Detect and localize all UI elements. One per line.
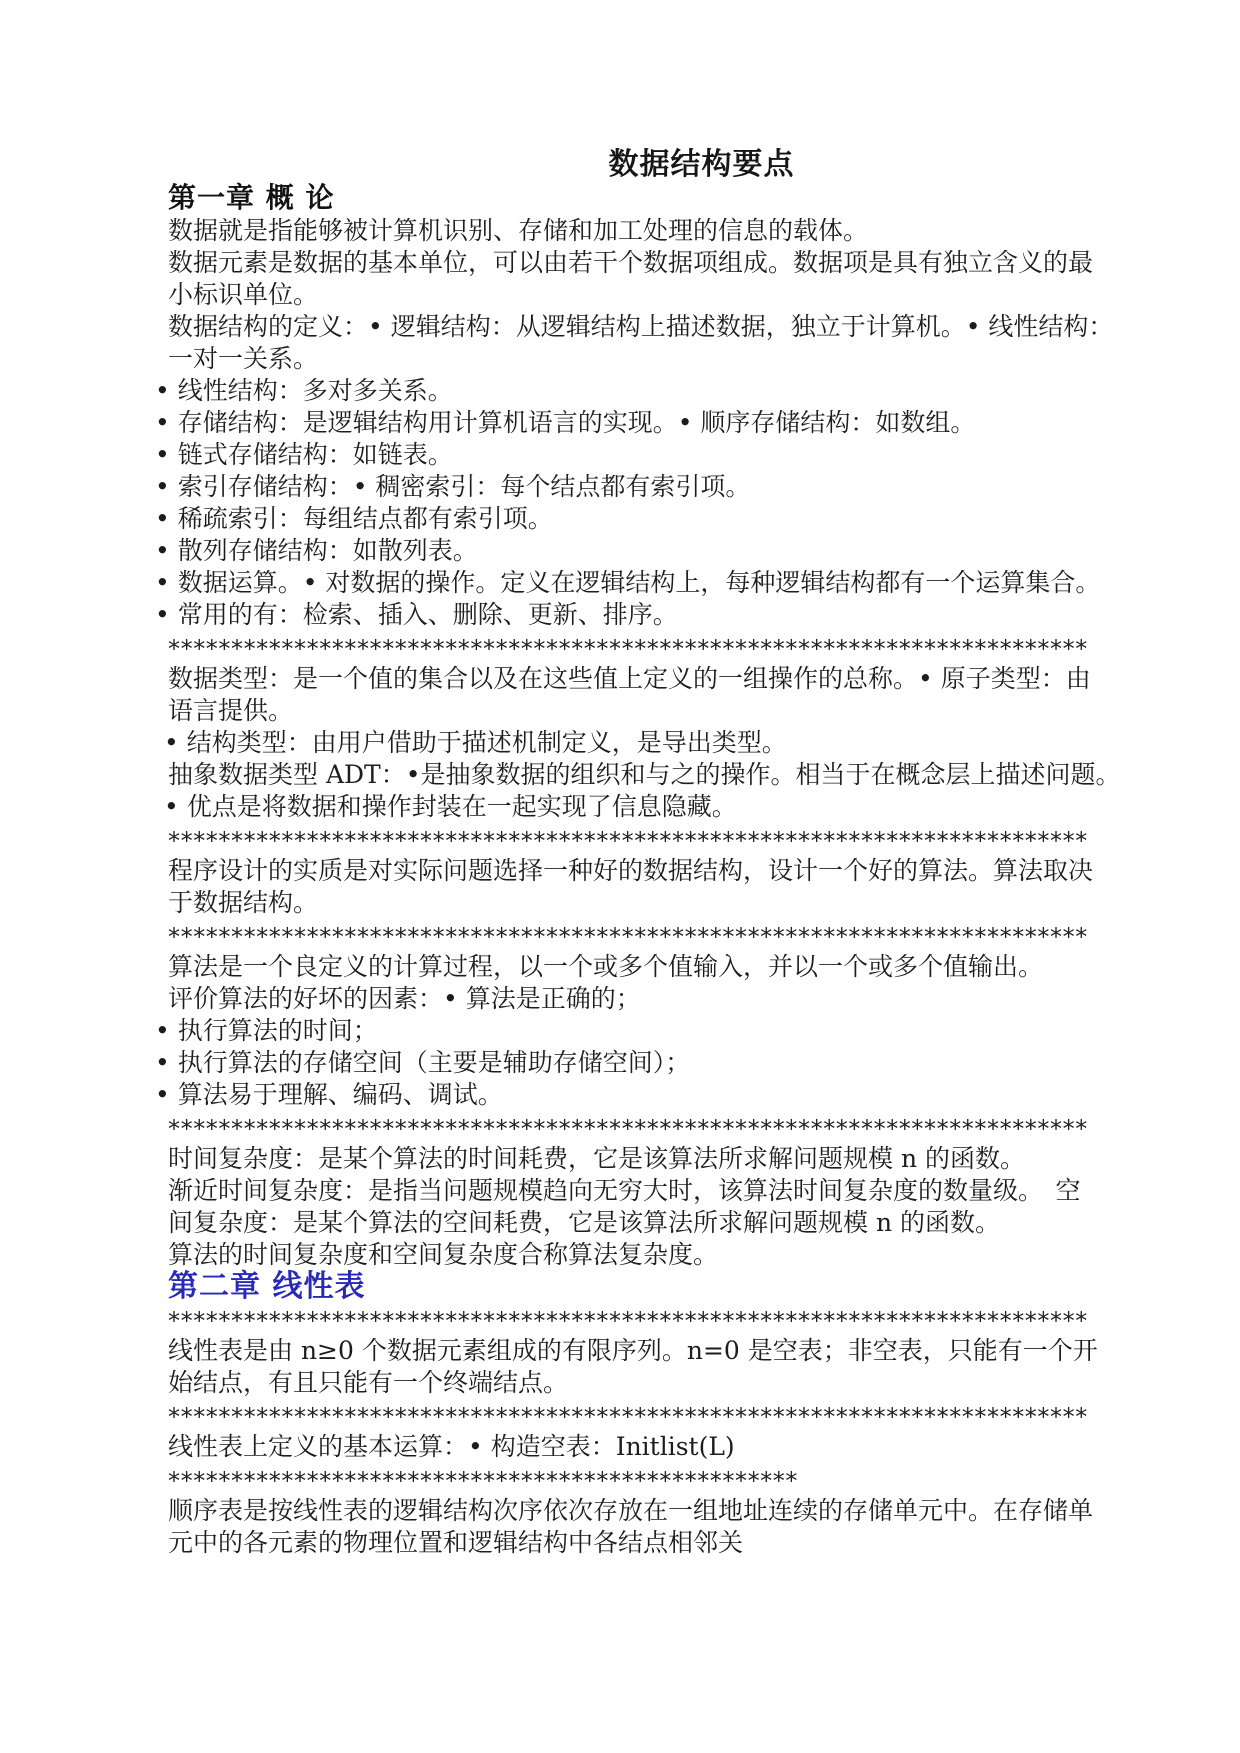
chapter-2-heading: 第二章 线性表 [168, 1269, 366, 1304]
bullet-line: • 执行算法的时间； [155, 1016, 378, 1045]
text-line: 一对一关系。 [168, 344, 319, 373]
text-line: 于数据结构。 [168, 888, 319, 917]
text-line: 数据元素是数据的基本单位，可以由若干个数据项组成。数据项是具有独立含义的最 [168, 248, 1094, 277]
bullet-line: • 常用的有：检索、插入、删除、更新、排序。 [155, 600, 678, 629]
bullet-line: • 索引存储结构：• 稠密索引：每个结点都有索引项。 [155, 472, 751, 501]
text-line: 算法的时间复杂度和空间复杂度合称算法复杂度。 [168, 1240, 719, 1269]
bullet-line: • 线性结构：多对多关系。 [155, 376, 453, 405]
text-line: 线性表是由 n≥0 个数据元素组成的有限序列。n=0 是空表；非空表，只能有一个开 [168, 1336, 1098, 1365]
bullet-line: • 结构类型：由用户借助于描述机制定义，是导出类型。 [164, 728, 787, 757]
separator-line-short: ************************************************** [168, 1467, 798, 1495]
bullet-line: • 散列存储结构：如散列表。 [155, 536, 478, 565]
bullet-line: • 执行算法的存储空间（主要是辅助存储空间）； [155, 1048, 691, 1077]
text-line: 数据就是指能够被计算机识别、存储和加工处理的信息的载体。 [168, 216, 869, 245]
separator-line: ************************************************************************* [168, 827, 1088, 855]
text-line: 始结点，有且只能有一个终端结点。 [168, 1368, 569, 1397]
chapter-1-heading: 第一章 概 论 [168, 181, 335, 214]
bullet-line: • 优点是将数据和操作封装在一起实现了信息隐藏。 [164, 792, 737, 821]
separator-line: ************************************************************************* [168, 635, 1088, 663]
text-line: 渐近时间复杂度：是指当问题规模趋向无穷大时，该算法时间复杂度的数量级。 空 [168, 1176, 1081, 1205]
text-line: 数据结构的定义：• 逻辑结构：从逻辑结构上描述数据，独立于计算机。• 线性结构： [168, 312, 1114, 341]
text-line: 评价算法的好坏的因素：• 算法是正确的； [168, 984, 641, 1013]
bullet-line: • 算法易于理解、编码、调试。 [155, 1080, 503, 1109]
text-line: 算法是一个良定义的计算过程，以一个或多个值输入，并以一个或多个值输出。 [168, 952, 1044, 981]
doc-title: 数据结构要点 [608, 147, 795, 182]
text-line: 时间复杂度：是某个算法的时间耗费，它是该算法所求解问题规模 n 的函数。 [168, 1144, 1025, 1173]
bullet-line: • 存储结构：是逻辑结构用计算机语言的实现。• 顺序存储结构：如数组。 [155, 408, 976, 437]
bullet-line: • 链式存储结构：如链表。 [155, 440, 453, 469]
bullet-line: • 稀疏索引：每组结点都有索引项。 [155, 504, 553, 533]
text-line: 顺序表是按线性表的逻辑结构次序依次存放在一组地址连续的存储单元中。在存储单 [168, 1496, 1094, 1525]
separator-line: ************************************************************************* [168, 1307, 1088, 1335]
text-line: 线性表上定义的基本运算：• 构造空表：Initlist(L) [168, 1432, 735, 1461]
text-line: 语言提供。 [168, 696, 294, 725]
separator-line: ************************************************************************* [168, 1115, 1088, 1143]
text-line: 小标识单位。 [168, 280, 319, 309]
text-line: 数据类型：是一个值的集合以及在这些值上定义的一组操作的总称。• 原子类型：由 [168, 664, 1091, 693]
separator-line: ************************************************************************* [168, 923, 1088, 951]
text-line: 程序设计的实质是对实际问题选择一种好的数据结构，设计一个好的算法。算法取决 [168, 856, 1094, 885]
text-line: 抽象数据类型 ADT：•是抽象数据的组织和与之的操作。相当于在概念层上描述问题。 [168, 760, 1121, 789]
separator-line: ************************************************************************* [168, 1403, 1088, 1431]
text-line: 间复杂度：是某个算法的空间耗费，它是该算法所求解问题规模 n 的函数。 [168, 1208, 1000, 1237]
bullet-line: • 数据运算。• 对数据的操作。定义在逻辑结构上，每种逻辑结构都有一个运算集合。 [155, 568, 1101, 597]
text-line: 元中的各元素的物理位置和逻辑结构中各结点相邻关 [168, 1528, 744, 1557]
